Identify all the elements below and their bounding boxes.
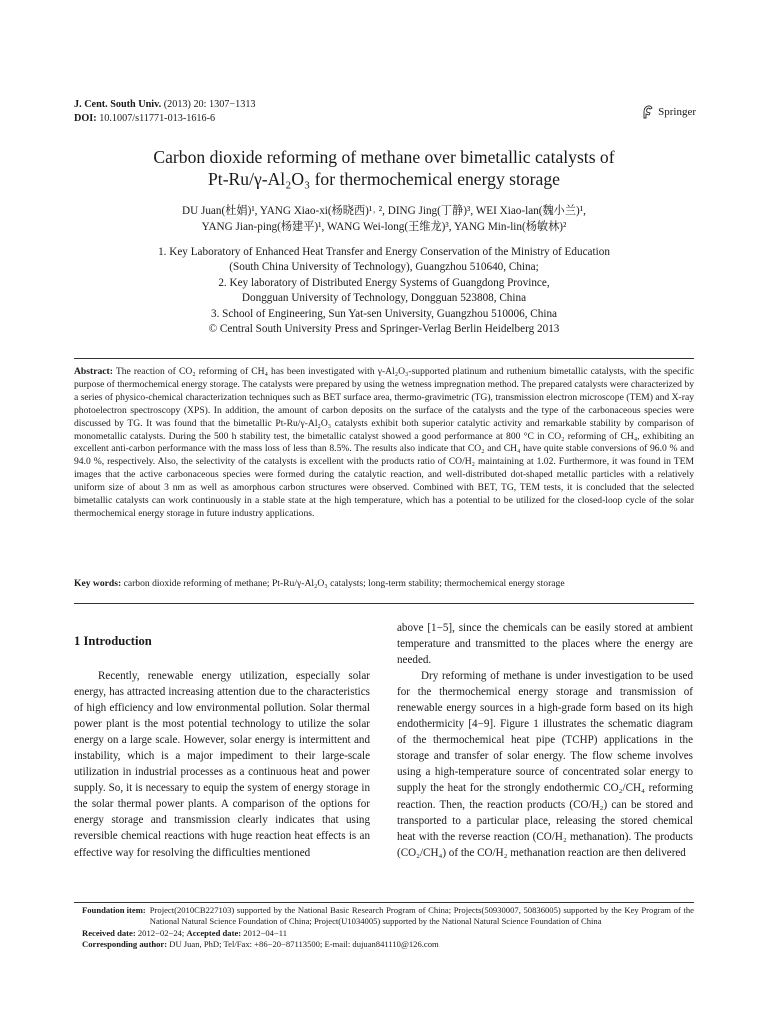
- right-column: [397, 620, 693, 861]
- footnote-rule: [74, 902, 694, 903]
- divider-top: [74, 358, 694, 359]
- intro-paragraph-2: Dry reforming of methane is under investigation to be used for the thermochemical energy storage and transmission of renewable energy sources in a high-grade form based on its high endothermicity [4−9]. Figure 1 illustrates the schematic diagram of the thermochemical heat pipe (TCHP) applications in the storage and transfer of solar energy. The flow scheme involves using a high-temperature source of concentrated solar energy to supply the heat for the strongly endothermic CO₂/CH₄ reforming reaction. Then, the reaction products (CO/H₂) can be stored and transported to a particular place, releasing the stored chemical heat with the reverse reaction (CO/H₂ methanation). The products (CO₂/CH₄) of the CO/H₂ methanation reaction are then delivered: [397, 670, 693, 859]
- dates-line: [82, 928, 694, 939]
- intro-paragraph-1: Recently, renewable energy utilization, especially solar energy, has attracted increasing attention due to the characteristics of high efficiency and low environmental pollution. Solar thermal power plant is the most potential technology to utilize the solar energy on a large scale. However, solar energy is intermittent and instability, which is a major impediment to their large-scale utilization in industrial processes as a continuous heat and power supply. So, it is necessary to equip the system of energy storage in the solar thermal power plants. A comparison of the options for energy storage and transmission clearly indicates that using reversible chemical reactions with huge reaction heat effects is an effective way for resolving the difficulties mentioned: [74, 670, 370, 859]
- authors-line-1: DU Juan(杜娟)¹, YANG Xiao-xi(杨晓西)¹˒ ², DING Jing(丁静)³, WEI Xiao-lan(魏小兰)¹,: [182, 205, 586, 217]
- citation: (2013) 20: 1307−1313: [163, 99, 256, 110]
- paper-title: [0, 147, 768, 190]
- publisher-name: Springer: [658, 106, 696, 118]
- keywords-label: Key words:: [74, 578, 122, 589]
- keywords: [74, 577, 694, 590]
- doi-value[interactable]: 10.1007/s11771-013-1616-6: [99, 112, 216, 124]
- citation-line: [74, 98, 256, 112]
- journal-header: [74, 98, 256, 125]
- abstract-text: The reaction of CO₂ reforming of CH₄ has been investigated with γ-Al₂O₃-supported platinum and ruthenium bimetallic catalysts, with the specific purpose of thermochemical energy storage. The catalysts were prepared by using the wetness impregnation method. The prepared catalysts were characterized by a series of physico-chemical characterization techniques such as BET surface area, thermo-gravimetric (TG), transmission electron microscope (TEM) and X-ray photoelectron spectroscopy (XPS). In addition, the amount of carbon deposits on the surface of the catalysts and the type of the carbonaceous species were discussed by TG. It was found that the bimetallic Pt-Ru/γ-Al₂O₃ catalysts exhibit both superior catalytic activity and remarkable stability by comparison of monometallic catalysts. During the 500 h stability test, the bimetallic catalyst showed a good performance at 800 °C in CO₂ reforming of CH₄, exhibiting an excellent anti-carbon performance with the mass loss of less than 8.5%. The results also indicate that CO₂ and CH₄ have quite stable conversions of 96.0 % and 94.0 %, respectively. Also, the selectivity of the catalysts is excellent with the products ratio of CO/H₂ maintaining at 1.02. Furthermore, it was found in TEM images that the active carbonaceous species were formed during the catalytic reaction, and well-distributed dot-shaped metallic particles with a relatively uniform size of about 3 nm as well as amorphous carbon structures were observed. Combined with BET, TG, TEM tests, it is concluded that the selected bimetallic catalysts can work continuously in a stable state at the high temperature, which has a potential to be utilized for the closed-loop cycle of the solar thermochemical energy storage in future industry applications.: [74, 366, 694, 519]
- doi-label: DOI:: [74, 112, 97, 124]
- foundation-label: Foundation item:: [82, 905, 146, 915]
- corresponding-text: DU Juan, PhD; Tel/Fax: +86−20−87113500; E-mail: dujuan841110@126.com: [169, 939, 439, 950]
- journal-name: J. Cent. South Univ.: [74, 99, 162, 110]
- affiliations: [0, 245, 768, 337]
- foundation-item: [82, 905, 694, 928]
- publisher-logo: [641, 104, 696, 120]
- divider-bottom: [74, 603, 694, 604]
- left-column: [74, 668, 370, 861]
- intro-paragraph-continued: above [1−5], since the chemicals can be easily stored at ambient temperature and transmitted to the places where the energy are needed.: [397, 622, 693, 667]
- copyright-line: © Central South University Press and Springer-Verlag Berlin Heidelberg 2013: [208, 323, 560, 336]
- corresponding-label: Corresponding author:: [82, 939, 168, 950]
- accepted-date: 2012−04−11: [243, 927, 288, 938]
- affiliation-line: 2. Key laboratory of Distributed Energy Systems of Guangdong Province,: [218, 276, 550, 289]
- section-heading: 1 Introduction: [74, 634, 152, 648]
- title-line-1: Carbon dioxide reforming of methane over bimetallic catalysts of: [153, 147, 615, 167]
- foundation-text: Project(2010CB227103) supported by the National Basic Research Program of China; Projects(50930007, 50836005) supported by the Key Program of the National Natural Science Foundation of China; Project(U1034005) supported by the National Natural Science Foundation of China: [149, 905, 694, 927]
- abstract: [74, 366, 694, 521]
- author-list: [0, 203, 768, 235]
- doi-line: [74, 112, 256, 126]
- authors-line-2: YANG Jian-ping(杨建平)¹, WANG Wei-long(王维龙)³, YANG Min-lin(杨敏林)²: [201, 221, 567, 233]
- corresponding-line: [82, 939, 694, 950]
- affiliation-line: Dongguan University of Technology, Dongguan 523808, China: [241, 292, 527, 305]
- affiliation-line: 1. Key Laboratory of Enhanced Heat Transfer and Energy Conservation of the Ministry of Education: [158, 246, 610, 258]
- title-line-2: Pt-Ru/γ-Al₂O₃ for thermochemical energy storage: [208, 168, 560, 189]
- springer-horse-icon: [641, 104, 654, 120]
- received-label: Received date:: [82, 927, 136, 938]
- accepted-label: Accepted date:: [186, 927, 242, 938]
- abstract-label: Abstract:: [74, 366, 113, 377]
- affiliation-line: (South China University of Technology), Guangzhou 510640, China;: [229, 261, 539, 274]
- affiliation-line: 3. School of Engineering, Sun Yat-sen University, Guangzhou 510006, China: [210, 307, 558, 320]
- received-date: 2012−02−24;: [137, 927, 185, 938]
- keywords-text: carbon dioxide reforming of methane; Pt-Ru/γ-Al₂O₃ catalysts; long-term stability; thermochemical energy storage: [123, 578, 565, 589]
- footnotes: [82, 905, 694, 951]
